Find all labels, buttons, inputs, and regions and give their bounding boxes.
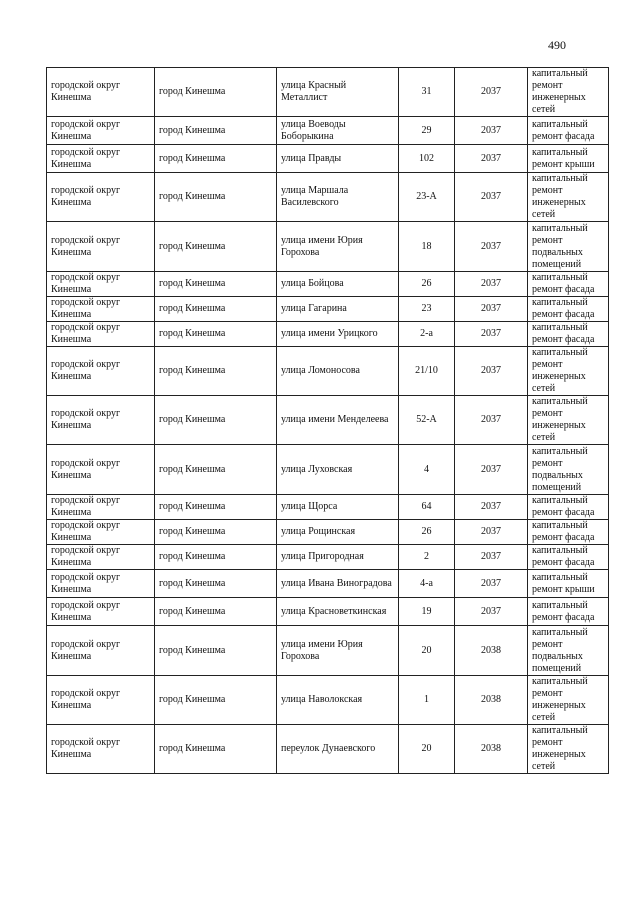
street-cell: улица Ломоносова (277, 347, 399, 396)
table-row (47, 322, 609, 347)
district-cell: городской округ Кинешма (47, 322, 155, 347)
district-cell: городской округ Кинешма (47, 725, 155, 774)
house-number-cell: 64 (399, 495, 455, 520)
district-cell: городской округ Кинешма (47, 297, 155, 322)
house-number-cell: 102 (399, 145, 455, 173)
table-row (47, 520, 609, 545)
city-cell: город Кинешма (155, 173, 277, 222)
district-cell: городской округ Кинешма (47, 145, 155, 173)
house-number-cell: 23-А (399, 173, 455, 222)
city-cell: город Кинешма (155, 445, 277, 495)
year-cell: 2037 (455, 173, 528, 222)
work-type-cell: капитальный ремонт фасада (528, 520, 609, 545)
street-cell: улица Ивана Виноградова (277, 570, 399, 598)
house-number-cell: 20 (399, 725, 455, 774)
district-cell: городской округ Кинешма (47, 545, 155, 570)
district-cell: городской округ Кинешма (47, 272, 155, 297)
year-cell: 2037 (455, 495, 528, 520)
district-cell: городской округ Кинешма (47, 598, 155, 626)
house-number-cell: 23 (399, 297, 455, 322)
street-cell: улица Красноветкинская (277, 598, 399, 626)
street-cell: улица имени Менделеева (277, 396, 399, 445)
work-type-cell: капитальный ремонт фасада (528, 598, 609, 626)
year-cell: 2037 (455, 445, 528, 495)
house-number-cell: 4 (399, 445, 455, 495)
house-number-cell: 29 (399, 117, 455, 145)
work-type-cell: капитальный ремонт подвальных помещений (528, 222, 609, 272)
house-number-cell: 20 (399, 626, 455, 676)
year-cell: 2037 (455, 117, 528, 145)
year-cell: 2037 (455, 396, 528, 445)
work-type-cell: капитальный ремонт фасада (528, 545, 609, 570)
district-cell: городской округ Кинешма (47, 495, 155, 520)
year-cell: 2038 (455, 626, 528, 676)
city-cell: город Кинешма (155, 520, 277, 545)
table-row (47, 222, 609, 272)
page-number: 490 (548, 38, 566, 52)
work-type-cell: капитальный ремонт инженерных сетей (528, 68, 609, 117)
table-row (47, 145, 609, 173)
district-cell: городской округ Кинешма (47, 68, 155, 117)
work-type-cell: капитальный ремонт подвальных помещений (528, 626, 609, 676)
city-cell: город Кинешма (155, 145, 277, 173)
street-cell: улица Наволокская (277, 676, 399, 725)
year-cell: 2037 (455, 545, 528, 570)
district-cell: городской округ Кинешма (47, 626, 155, 676)
city-cell: город Кинешма (155, 676, 277, 725)
street-cell: улица имени Юрия Горохова (277, 222, 399, 272)
city-cell: город Кинешма (155, 626, 277, 676)
table-row (47, 495, 609, 520)
year-cell: 2037 (455, 598, 528, 626)
table-row (47, 68, 609, 117)
district-cell: городской округ Кинешма (47, 520, 155, 545)
year-cell: 2037 (455, 272, 528, 297)
year-cell: 2037 (455, 145, 528, 173)
work-type-cell: капитальный ремонт крыши (528, 145, 609, 173)
city-cell: город Кинешма (155, 117, 277, 145)
work-type-cell: капитальный ремонт фасада (528, 117, 609, 145)
work-type-cell: капитальный ремонт фасада (528, 495, 609, 520)
year-cell: 2038 (455, 676, 528, 725)
city-cell: город Кинешма (155, 495, 277, 520)
house-number-cell: 21/10 (399, 347, 455, 396)
street-cell: переулок Дунаевского (277, 725, 399, 774)
city-cell: город Кинешма (155, 598, 277, 626)
house-number-cell: 18 (399, 222, 455, 272)
table-row (47, 297, 609, 322)
city-cell: город Кинешма (155, 68, 277, 117)
city-cell: город Кинешма (155, 272, 277, 297)
table-row (47, 272, 609, 297)
street-cell: улица Пригородная (277, 545, 399, 570)
city-cell: город Кинешма (155, 297, 277, 322)
city-cell: город Кинешма (155, 545, 277, 570)
table-row (47, 626, 609, 676)
street-cell: улица Бойцова (277, 272, 399, 297)
street-cell: улица имени Юрия Горохова (277, 626, 399, 676)
district-cell: городской округ Кинешма (47, 222, 155, 272)
house-number-cell: 26 (399, 520, 455, 545)
year-cell: 2037 (455, 520, 528, 545)
year-cell: 2037 (455, 347, 528, 396)
city-cell: город Кинешма (155, 322, 277, 347)
street-cell: улица Луховская (277, 445, 399, 495)
table-row (47, 396, 609, 445)
year-cell: 2037 (455, 297, 528, 322)
street-cell: улица Рощинская (277, 520, 399, 545)
house-number-cell: 1 (399, 676, 455, 725)
district-cell: городской округ Кинешма (47, 173, 155, 222)
district-cell: городской округ Кинешма (47, 117, 155, 145)
work-type-cell: капитальный ремонт инженерных сетей (528, 173, 609, 222)
street-cell: улица имени Урицкого (277, 322, 399, 347)
district-cell: городской округ Кинешма (47, 676, 155, 725)
district-cell: городской округ Кинешма (47, 347, 155, 396)
table-row (47, 445, 609, 495)
work-type-cell: капитальный ремонт фасада (528, 322, 609, 347)
table-row (47, 173, 609, 222)
street-cell: улица Щорса (277, 495, 399, 520)
work-type-cell: капитальный ремонт фасада (528, 297, 609, 322)
street-cell: улица Гагарина (277, 297, 399, 322)
street-cell: улица Правды (277, 145, 399, 173)
city-cell: город Кинешма (155, 222, 277, 272)
table-row (47, 570, 609, 598)
table-row (47, 598, 609, 626)
table-row (47, 117, 609, 145)
house-number-cell: 52-А (399, 396, 455, 445)
city-cell: город Кинешма (155, 725, 277, 774)
year-cell: 2037 (455, 570, 528, 598)
year-cell: 2038 (455, 725, 528, 774)
work-type-cell: капитальный ремонт инженерных сетей (528, 347, 609, 396)
street-cell: улица Воеводы Боборыкина (277, 117, 399, 145)
table-row (47, 347, 609, 396)
street-cell: улица Маршала Василевского (277, 173, 399, 222)
table-row (47, 676, 609, 725)
city-cell: город Кинешма (155, 396, 277, 445)
house-number-cell: 31 (399, 68, 455, 117)
table-row (47, 725, 609, 774)
district-cell: городской округ Кинешма (47, 570, 155, 598)
table-row (47, 545, 609, 570)
work-type-cell: капитальный ремонт подвальных помещений (528, 445, 609, 495)
work-type-cell: капитальный ремонт крыши (528, 570, 609, 598)
street-cell: улица Красный Металлист (277, 68, 399, 117)
repair-schedule-table (46, 67, 609, 774)
work-type-cell: капитальный ремонт инженерных сетей (528, 396, 609, 445)
year-cell: 2037 (455, 322, 528, 347)
work-type-cell: капитальный ремонт инженерных сетей (528, 725, 609, 774)
house-number-cell: 19 (399, 598, 455, 626)
district-cell: городской округ Кинешма (47, 445, 155, 495)
city-cell: город Кинешма (155, 347, 277, 396)
year-cell: 2037 (455, 68, 528, 117)
house-number-cell: 2-а (399, 322, 455, 347)
house-number-cell: 4-а (399, 570, 455, 598)
year-cell: 2037 (455, 222, 528, 272)
district-cell: городской округ Кинешма (47, 396, 155, 445)
house-number-cell: 26 (399, 272, 455, 297)
work-type-cell: капитальный ремонт фасада (528, 272, 609, 297)
house-number-cell: 2 (399, 545, 455, 570)
city-cell: город Кинешма (155, 570, 277, 598)
work-type-cell: капитальный ремонт инженерных сетей (528, 676, 609, 725)
